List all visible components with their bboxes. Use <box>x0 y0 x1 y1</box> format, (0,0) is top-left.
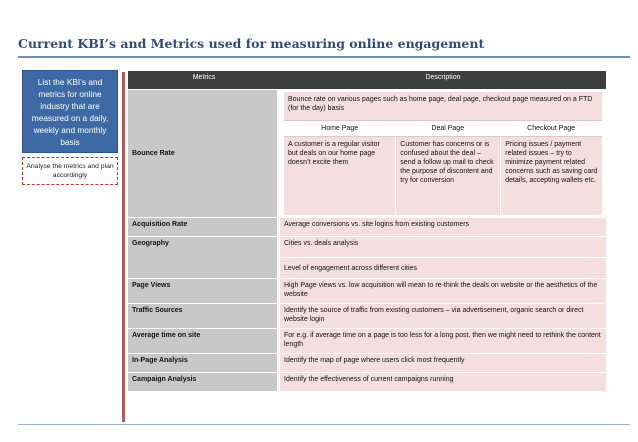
table-row <box>128 279 606 303</box>
bounce-home-page: A customer is a regular visitor but deals on our home page doesn’t excite them <box>284 137 395 215</box>
table-row <box>128 354 606 372</box>
subheader-home-page: Home Page <box>284 120 395 137</box>
table-row <box>128 373 606 391</box>
desc-geography-engagement: Level of engagement across different cities <box>280 258 606 278</box>
desc-page-views: High Page views vs. low acquisition will mean to re-think the deals on website or the aesthetics of the website <box>280 279 606 303</box>
kbi-summary-box <box>22 70 118 153</box>
bounce-checkout-page: Pricing issues / payment related issues – try to minimize payment related concerns such as saving card details, accepting wallets etc. <box>500 137 602 215</box>
desc-average-time-on-site: For e.g. if average time on a page is too less for a long post, then we might need to rethink the content length <box>280 329 606 353</box>
desc-acquisition-rate: Average conversions vs. site logins from existing customers <box>280 218 606 236</box>
metric-traffic-sources: Traffic Sources <box>128 304 280 328</box>
bounce-description: Bounce rate on various pages such as home page, deal page, checkout page measured on a FTD (for the day) basis <box>284 92 602 120</box>
subheader-deal-page: Deal Page <box>395 120 500 137</box>
sidebar-accent-line <box>122 72 125 422</box>
metric-campaign-analysis: Campaign Analysis <box>128 373 280 391</box>
footer-divider <box>18 424 630 425</box>
table-header-row <box>128 71 606 89</box>
desc-campaign-analysis: Identify the effectiveness of current campaigns running <box>280 373 606 391</box>
desc-geography: Cities vs. deals analysis <box>280 237 606 257</box>
metric-average-time-on-site: Average time on site <box>128 329 280 353</box>
table-row <box>128 304 606 328</box>
page-title: Current KBI’s and Metrics used for measuring online engagement <box>18 36 485 51</box>
header-metrics: Metrics <box>128 71 280 89</box>
metric-page-views: Page Views <box>128 279 280 303</box>
metric-geography: Geography <box>128 237 280 278</box>
bounce-subtable <box>284 92 602 215</box>
desc-in-page-analysis: Identify the map of page where users click most frequently <box>280 354 606 372</box>
kbi-summary-text: List the KBI’s and metrics for online industry that are measured on a daily, weekly and monthly basis <box>31 76 109 147</box>
bounce-description-cell <box>280 90 606 217</box>
table-row <box>128 329 606 353</box>
title-divider <box>18 56 630 58</box>
header-description: Description <box>280 71 606 89</box>
analysis-note-text: Analyse the metrics and plan accordingly <box>26 163 114 179</box>
metrics-table <box>128 70 606 392</box>
subheader-checkout-page: Checkout Page <box>500 120 602 137</box>
desc-traffic-sources: Identify the source of traffic from existing customers – via advertisement, organic search or direct website login <box>280 304 606 328</box>
bounce-deal-page: Customer has concerns or is confused about the deal – send a follow up mail to check the purpose of discontent and try for conversion <box>395 137 500 215</box>
table-row <box>128 237 606 257</box>
metric-bounce-rate: Bounce Rate <box>128 90 280 217</box>
metric-acquisition-rate: Acquisition Rate <box>128 218 280 236</box>
table-row <box>128 218 606 236</box>
metric-in-page-analysis: In-Page Analysis <box>128 354 280 372</box>
table-row-bounce-rate <box>128 90 606 217</box>
analysis-note <box>22 157 118 185</box>
